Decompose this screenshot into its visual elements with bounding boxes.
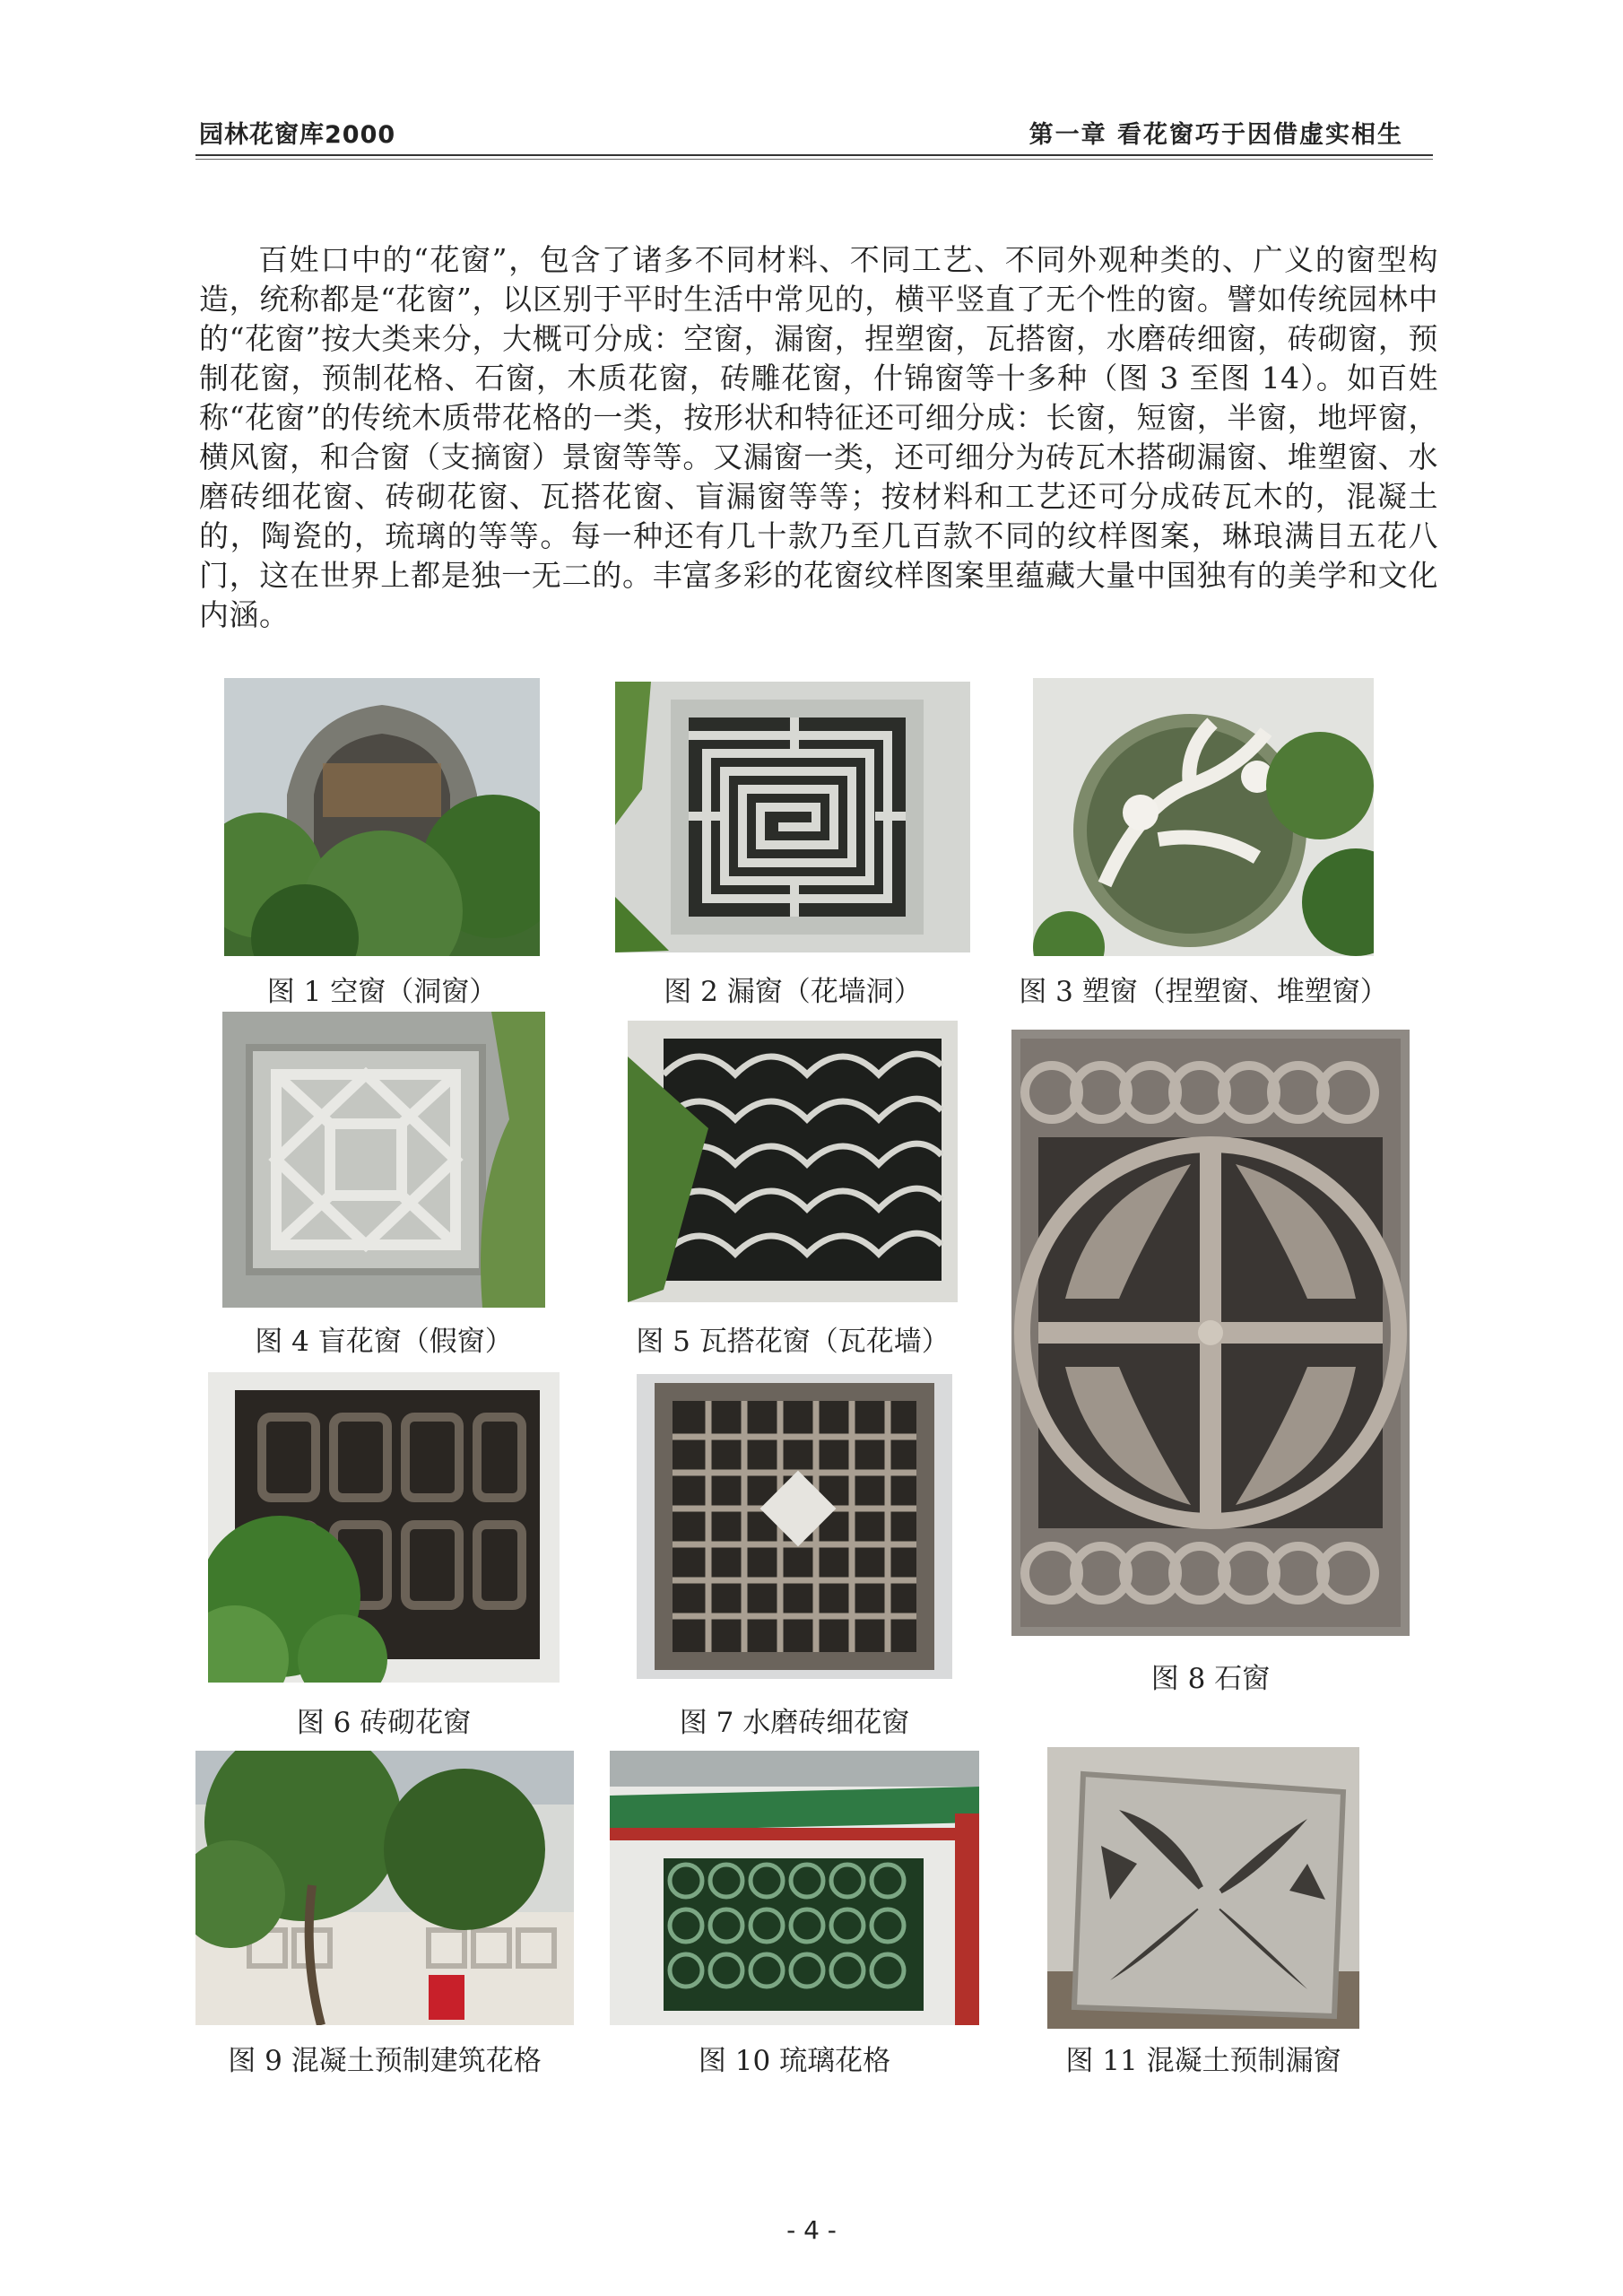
caption-fig7: 图 7 水磨砖细花窗 <box>679 1707 910 1739</box>
caption-fig11: 图 11 混凝土预制漏窗 <box>1065 2045 1341 2077</box>
caption-fig4: 图 4 盲花窗（假窗） <box>255 1326 513 1358</box>
photo-fig4-blind-window <box>222 1012 545 1308</box>
photo-fig2-leaky-window <box>615 682 970 952</box>
caption-fig10: 图 10 琉璃花格 <box>698 2045 891 2077</box>
photo-fig7-polished-brick-window <box>637 1374 952 1679</box>
running-header-right: 第一章 看花窗巧于因借虚实相生 <box>1028 121 1403 149</box>
photo-fig5-tile-window <box>628 1021 958 1302</box>
caption-fig5: 图 5 瓦搭花窗（瓦花墙） <box>636 1326 950 1358</box>
page-number: - 4 - <box>786 2215 837 2245</box>
photo-fig3-sculpted-window <box>1033 678 1374 956</box>
caption-fig6: 图 6 砖砌花窗 <box>296 1707 472 1739</box>
photo-fig11-concrete-leaky-window <box>1047 1747 1359 2029</box>
body-paragraph: 百姓口中的“花窗”，包含了诸多不同材料、不同工艺、不同外观种类的、广义的窗型构造，统称都是“花窗”，以区别于平时生活中常见的，横平竖直了无个性的窗。譬如传统园林中的“花窗”按大类来分，大概可分成：空窗，漏窗，捏塑窗，瓦搭窗，水磨砖细窗，砖砌窗，预制花窗，预制花格、石窗，木质花窗，砖雕花窗，什锦窗等十多种（图 3 至图 14）。如百姓称“花窗”的传统木质带花格的一类，按形状和特征还可细分成：长窗，短窗，半窗，地坪窗，横风窗，和合窗（支摘窗）景窗等等。又漏窗一类，还可细分为砖瓦木搭砌漏窗、堆塑窗、水磨砖细花窗、砖砌花窗、瓦搭花窗、盲漏窗等等；按材料和工艺还可分成砖瓦木的，混凝土的，陶瓷的，琉璃的等等。每一种还有几十款乃至几百款不同的纹样图案，琳琅满目五花八门，这在世界上都是独一无二的。丰富多彩的花窗纹样图案里蕴藏大量中国独有的美学和文化内涵。 <box>199 242 1438 632</box>
photo-fig1-empty-window <box>224 678 540 956</box>
running-header-left: 园林花窗库2000 <box>199 121 396 149</box>
photo-fig9-concrete-grille <box>195 1751 574 2025</box>
photo-fig6-brick-window <box>208 1372 560 1683</box>
caption-fig2: 图 2 漏窗（花墙洞） <box>664 976 922 1008</box>
photo-fig10-glazed-grille <box>610 1751 979 2025</box>
caption-fig1: 图 1 空窗（洞窗） <box>266 976 498 1008</box>
caption-fig3: 图 3 塑窗（捏塑窗、堆塑窗） <box>1019 976 1388 1008</box>
header-rule-thin <box>195 159 1433 160</box>
caption-fig9: 图 9 混凝土预制建筑花格 <box>228 2045 542 2077</box>
header-rule <box>195 154 1433 156</box>
photo-fig8-stone-window <box>1011 1030 1410 1636</box>
caption-fig8: 图 8 石窗 <box>1150 1663 1271 1695</box>
